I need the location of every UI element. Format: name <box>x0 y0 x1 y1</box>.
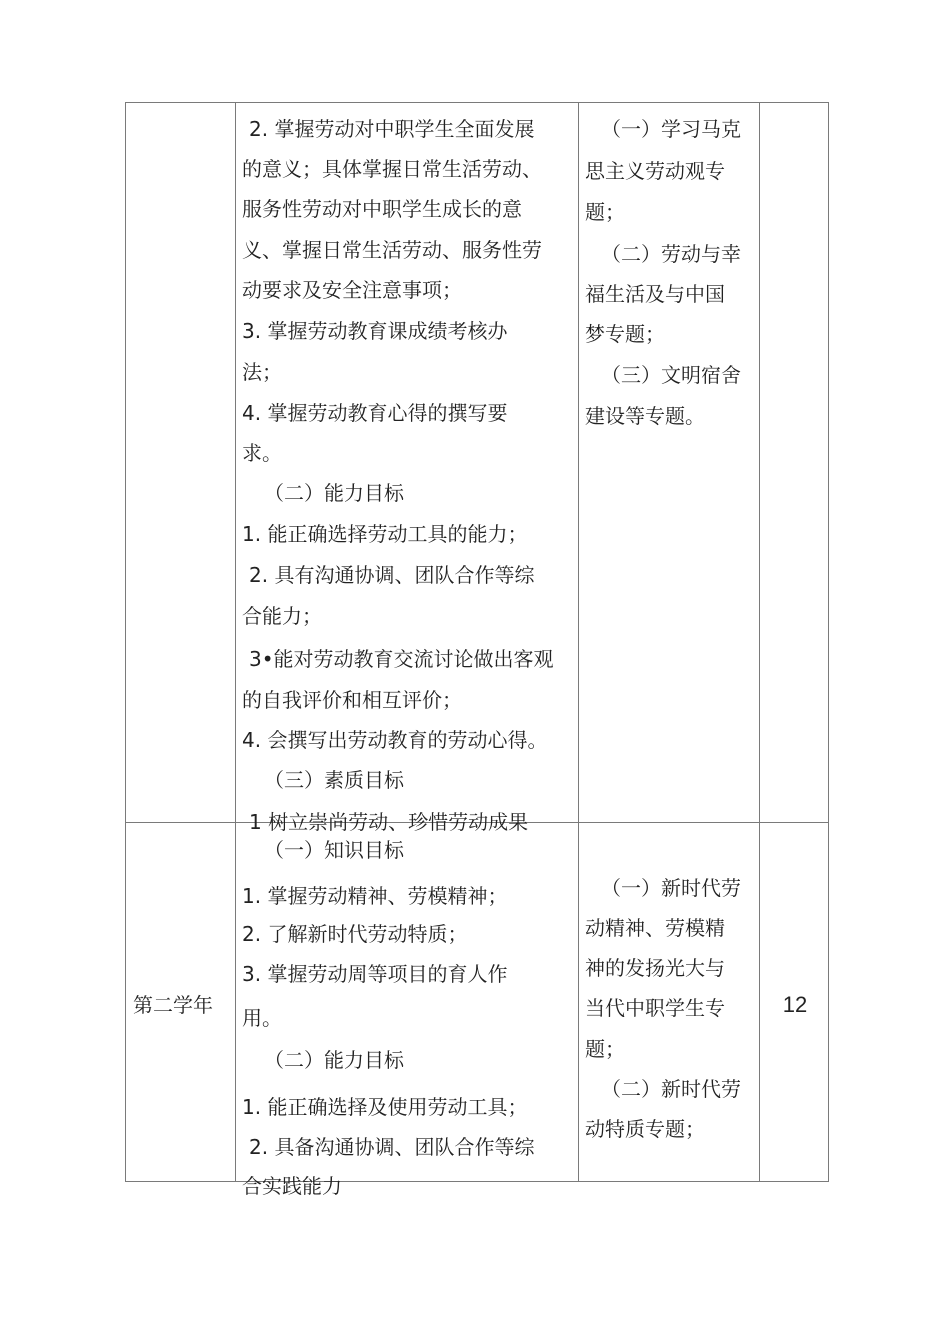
topic-line: 题； <box>585 1037 625 1061</box>
objective-line: 义、掌握日常生活劳动、服务性劳 <box>242 238 542 262</box>
table-border-left <box>125 102 126 1182</box>
row1-objectives-cell <box>242 103 576 834</box>
objective-line: 2. 了解新时代劳动特质； <box>242 922 468 946</box>
row2-objectives-cell <box>242 823 576 1198</box>
topic-line: 动特质专题； <box>585 1117 705 1141</box>
column-divider <box>578 102 579 1182</box>
objective-line: 动要求及安全注意事项； <box>242 278 462 302</box>
topic-line: （一）新时代劳 <box>601 876 741 900</box>
section-heading: （一）知识目标 <box>264 838 404 862</box>
objective-line: 1. 掌握劳动精神、劳模精神； <box>242 884 508 908</box>
objective-line: 3. 掌握劳动教育课成绩考核办 <box>242 319 508 343</box>
objective-line: 求。 <box>242 441 282 465</box>
topic-line: （二）劳动与幸 <box>601 242 741 266</box>
objective-line: 1. 能正确选择劳动工具的能力； <box>242 522 528 546</box>
objective-line: 3. 掌握劳动周等项目的育人作 <box>242 962 508 986</box>
objective-line: 用。 <box>242 1006 282 1030</box>
column-divider <box>759 102 760 1182</box>
objective-line: 2. 具备沟通协调、团队合作等综 <box>249 1135 535 1159</box>
hours-value: 12 <box>782 992 808 1017</box>
year-label: 第二学年 <box>133 993 213 1017</box>
column-divider <box>235 102 236 1182</box>
topic-line: 建设等专题。 <box>585 404 705 428</box>
topic-line: 梦专题； <box>585 322 665 346</box>
objective-line: 合能力； <box>242 604 322 628</box>
objective-line: 4. 会撰写出劳动教育的劳动心得。 <box>242 728 548 752</box>
objective-line: 3•能对劳动教育交流讨论做出客观 <box>249 647 554 671</box>
topic-line: 当代中职学生专 <box>585 996 725 1020</box>
curriculum-table <box>125 102 829 1198</box>
topic-line: 动精神、劳模精 <box>585 916 725 940</box>
row2-topics-cell <box>585 823 757 1181</box>
table-border-right <box>828 102 829 1182</box>
topic-line: （一）学习马克 <box>601 117 741 141</box>
objective-line: 服务性劳动对中职学生成长的意 <box>242 197 522 221</box>
topic-line: 思主义劳动观专 <box>585 159 725 183</box>
objective-line: 2. 掌握劳动对中职学生全面发展 <box>249 117 535 141</box>
topic-line: 神的发扬光大与 <box>585 956 725 980</box>
objective-line: 合实践能力 <box>242 1174 342 1198</box>
objective-line: 法； <box>242 360 282 384</box>
topic-line: 题； <box>585 200 625 224</box>
objective-line: 4. 掌握劳动教育心得的撰写要 <box>242 401 508 425</box>
section-heading: （二）能力目标 <box>264 481 404 505</box>
table-border-bottom <box>125 1181 829 1182</box>
section-heading: （二）能力目标 <box>264 1048 404 1072</box>
topic-line: （三）文明宿舍 <box>601 363 741 387</box>
objective-line: 1. 能正确选择及使用劳动工具； <box>242 1095 528 1119</box>
objective-line: 的意义；具体掌握日常生活劳动、 <box>242 157 542 181</box>
topic-line: 福生活及与中国 <box>585 282 725 306</box>
objective-line: 1 树立崇尚劳动、珍惜劳动成果 <box>249 810 529 834</box>
row1-topics-cell <box>585 103 757 822</box>
section-heading: （三）素质目标 <box>264 768 404 792</box>
objective-line: 的自我评价和相互评价； <box>242 688 462 712</box>
topic-line: （二）新时代劳 <box>601 1077 741 1101</box>
objective-line: 2. 具有沟通协调、团队合作等综 <box>249 563 535 587</box>
